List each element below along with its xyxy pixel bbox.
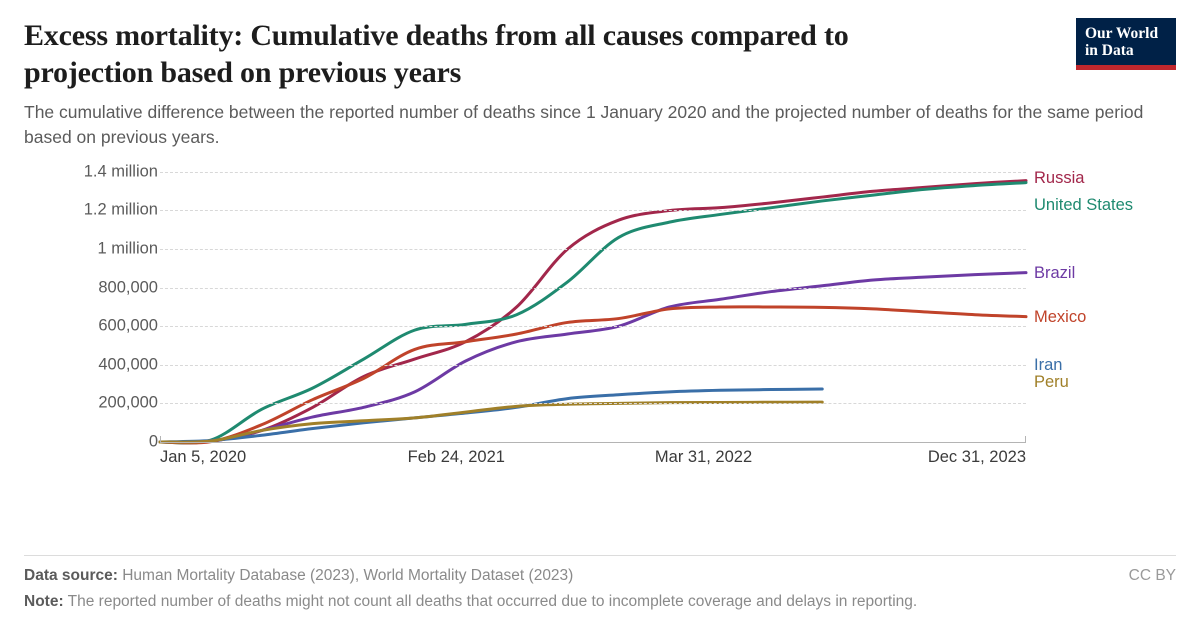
y-tick-label: 0 (148, 432, 158, 451)
x-tick-label: Feb 24, 2021 (407, 447, 505, 466)
y-tick-label: 800,000 (98, 278, 158, 297)
gridline (160, 403, 1026, 404)
owid-logo-line2: in Data (1085, 42, 1134, 60)
y-tick-label: 200,000 (98, 393, 158, 412)
footer-note-row (24, 591, 1134, 613)
source-text: Human Mortality Database (2023), World Mortality Dataset (2023) (122, 567, 574, 585)
license-label[interactable]: CC BY (1128, 567, 1176, 585)
gridline (160, 210, 1026, 211)
y-tick-label: 600,000 (98, 316, 158, 335)
series-line-brazil[interactable] (160, 273, 1026, 443)
x-axis-tick-mark (1025, 436, 1026, 443)
gridline (160, 249, 1026, 250)
y-tick-label: 1.4 million (83, 162, 158, 181)
series-line-iran[interactable] (160, 389, 822, 442)
y-tick-label: 1 million (97, 239, 158, 258)
gridline (160, 365, 1026, 366)
plot-region (160, 172, 1026, 442)
series-label-brazil[interactable]: Brazil (1034, 263, 1076, 282)
chart-area (24, 164, 1176, 484)
x-tick-label: Mar 31, 2022 (654, 447, 753, 466)
page-title: Excess mortality: Cumulative deaths from all causes compared to projection based on previous years (24, 19, 849, 89)
x-axis-line (160, 442, 1026, 443)
footer-source-row (24, 565, 1176, 587)
owid-logo[interactable] (1076, 18, 1176, 70)
gridline (160, 288, 1026, 289)
series-label-united-states[interactable]: United States (1034, 195, 1134, 214)
chart-header (24, 18, 1176, 150)
x-tick-label: Jan 5, 2020 (160, 447, 247, 466)
series-label-peru[interactable]: Peru (1034, 373, 1069, 392)
series-label-iran[interactable]: Iran (1034, 355, 1063, 374)
note-text: The reported number of deaths might not count all deaths that occurred due to incomplete coverage and delays in reporting. (67, 592, 918, 610)
x-tick-label: Dec 31, 2023 (927, 447, 1026, 466)
owid-logo-line1: Our World (1085, 25, 1159, 42)
page-subtitle: The cumulative difference between the reported number of deaths since 1 January 2020 and the projected number of deaths for the same period based on previous years. (24, 102, 1144, 148)
source-label: Data source: (24, 567, 118, 585)
note-label: Note: (24, 592, 64, 610)
series-label-mexico[interactable]: Mexico (1034, 307, 1087, 326)
y-tick-label: 400,000 (98, 355, 158, 374)
chart-footer (24, 555, 1176, 613)
gridline (160, 326, 1026, 327)
gridline (160, 172, 1026, 173)
y-tick-label: 1.2 million (83, 200, 158, 219)
series-lines (160, 172, 1026, 442)
owid-logo-bar (1076, 65, 1176, 70)
series-label-russia[interactable]: Russia (1034, 168, 1085, 187)
x-axis-tick-mark (160, 436, 161, 443)
